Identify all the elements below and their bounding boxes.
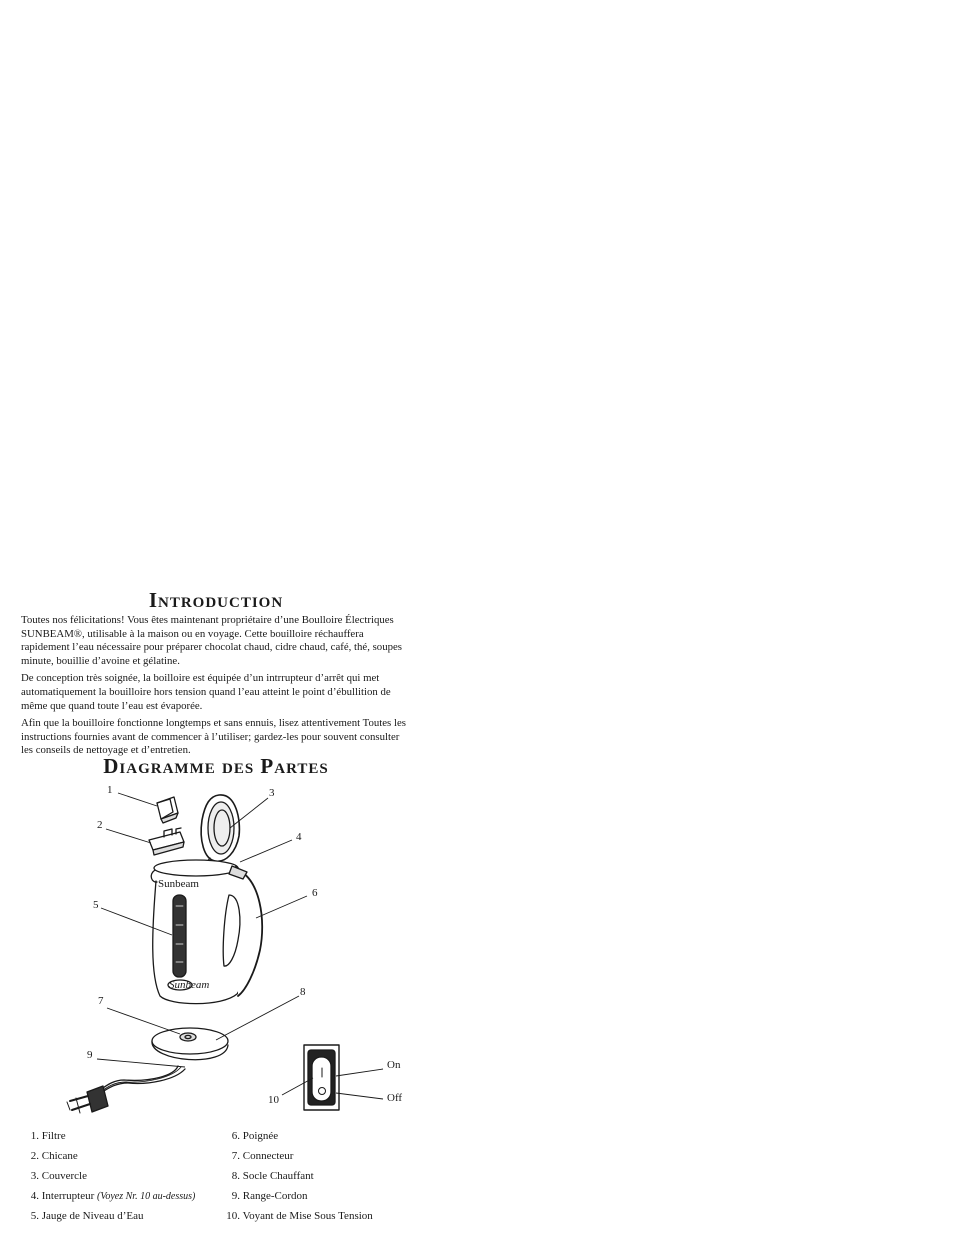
filter-illustration	[157, 797, 178, 823]
legend-note: (Voyez Nr. 10 au-dessus)	[97, 1191, 196, 1202]
leader-line-5	[101, 908, 172, 935]
leader-line-6	[256, 896, 307, 918]
parts-legend-right	[217, 1126, 373, 1226]
legend-item: 2. Chicane	[30, 1150, 78, 1162]
callout-9: 9	[87, 1049, 93, 1061]
kettle-brand-mark: Sunbeam	[158, 878, 199, 890]
plug-illustration	[67, 1086, 108, 1113]
legend-item: 3. Couvercle	[30, 1170, 87, 1182]
legend-item: 9. Range-Cordon	[231, 1190, 308, 1202]
intro-paragraph: Afin que la bouilloire fonctionne longtemps et sans ennuis, lisez attentivement Toutes les instructions fournies avant de commencer à l’utiliser; gardez-les pour souvent consulter les conseils de nettoyage et d’entretien.	[21, 717, 406, 757]
leader-line-8	[216, 996, 299, 1040]
callout-2: 2	[97, 819, 103, 831]
legend-item: 4. Interrupteur (Voyez Nr. 10 au-dessus)	[30, 1190, 196, 1202]
intro-paragraph: De conception très soignée, la boilloire est équipée d’un intrrupteur d’arrêt qui met automatiquement la bouilloire hors tension quand l’eau atteint le point d’ébullition de même que quand toute l’eau est évaporée.	[21, 672, 391, 712]
callout-5: 5	[93, 899, 99, 911]
leader-line-4	[240, 840, 292, 862]
switch-label-off: Off	[387, 1092, 403, 1104]
power-switch-illustration	[304, 1045, 339, 1110]
introduction-heading: Introduction	[148, 588, 284, 612]
switch-label-on: On	[387, 1059, 401, 1071]
callout-3: 3	[269, 787, 275, 799]
parts-legend-left	[20, 1126, 195, 1226]
intro-paragraph: Toutes nos félicitations! Vous êtes maintenant propriétaire d’une Boulloire Électriques SUNBEAM®, utilisable à la maison ou en voyage. Cette bouilloire réchauffera rapidement l’eau nécessaire pour préparer chocolat chaud, cidre chaud, café, thé, soupes minute, bouillie d’avoine et gélatine.	[21, 614, 403, 667]
leader-line-2	[106, 829, 151, 843]
callout-4: 4	[296, 831, 302, 843]
leader-line-off	[336, 1093, 383, 1099]
callout-10: 10	[268, 1094, 279, 1106]
legend-item: 7. Connecteur	[231, 1150, 294, 1162]
callout-1: 1	[107, 784, 113, 796]
baffle-illustration	[149, 828, 184, 855]
leader-line-on	[336, 1069, 383, 1076]
kettle-base-brand-mark: Sunbeam	[169, 979, 210, 991]
legend-item: 5. Jauge de Niveau d’Eau	[30, 1210, 144, 1222]
legend-item: 6. Poignée	[231, 1130, 279, 1142]
leader-line-1	[118, 793, 157, 806]
heating-base-illustration	[94, 1028, 228, 1096]
callout-7: 7	[98, 995, 104, 1007]
legend-item: 1. Filtre	[30, 1130, 66, 1142]
diagram-heading: Diagramme des Partes	[103, 754, 329, 778]
leader-line-7	[107, 1008, 180, 1034]
lid-illustration	[201, 795, 239, 866]
leader-line-9	[97, 1059, 185, 1067]
legend-item: 8. Socle Chauffant	[231, 1170, 314, 1182]
callout-6: 6	[312, 887, 318, 899]
legend-item: 10. Voyant de Mise Sous Tension	[226, 1210, 373, 1222]
callout-8: 8	[300, 986, 306, 998]
